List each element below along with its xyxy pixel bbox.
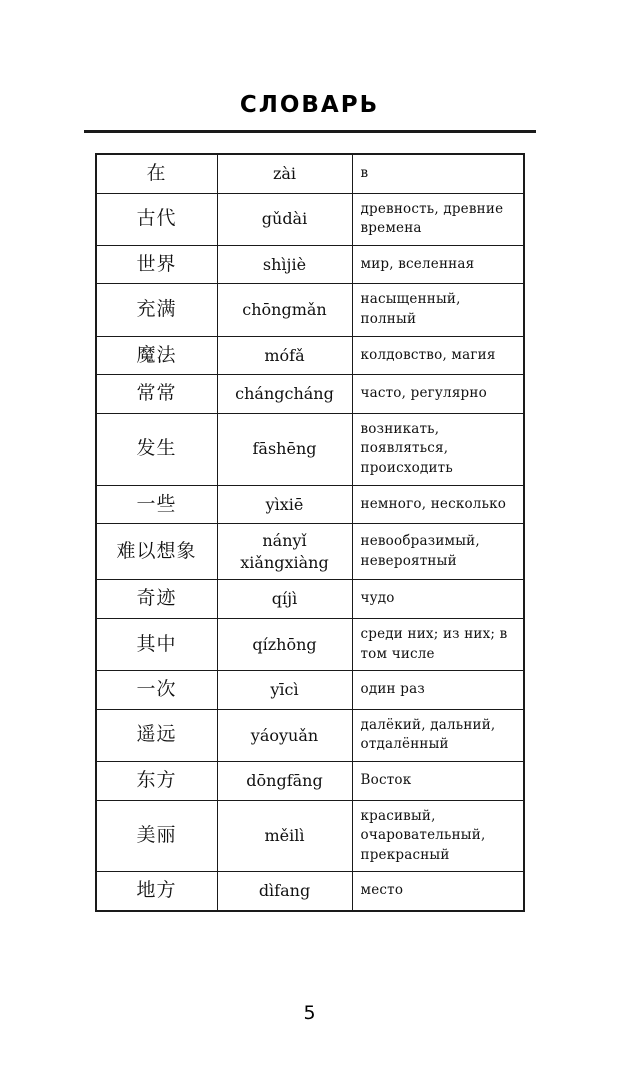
table-row	[96, 193, 524, 245]
hanzi-cell: 一次	[96, 671, 218, 710]
table-row	[96, 336, 524, 375]
pinyin-cell: yīcì	[217, 671, 352, 710]
pinyin-cell: nányǐ xiǎngxiàng	[217, 524, 352, 580]
meaning-cell: насыщенный, полный	[352, 284, 524, 336]
table-row	[96, 761, 524, 800]
vocabulary-table-wrapper	[95, 153, 525, 912]
hanzi-cell: 地方	[96, 872, 218, 911]
meaning-cell: древность, древние времена	[352, 193, 524, 245]
pinyin-cell: měilì	[217, 800, 352, 872]
meaning-cell: Восток	[352, 761, 524, 800]
hanzi-cell: 在	[96, 154, 218, 193]
pinyin-cell: zài	[217, 154, 352, 193]
table-row	[96, 671, 524, 710]
hanzi-cell: 其中	[96, 618, 218, 670]
table-row	[96, 580, 524, 619]
hanzi-cell: 充满	[96, 284, 218, 336]
table-row	[96, 800, 524, 872]
table-row	[96, 709, 524, 761]
hanzi-cell: 古代	[96, 193, 218, 245]
pinyin-cell: qíjì	[217, 580, 352, 619]
meaning-cell: чудо	[352, 580, 524, 619]
hanzi-cell: 一些	[96, 485, 218, 524]
hanzi-cell: 奇迹	[96, 580, 218, 619]
hanzi-cell: 难以想象	[96, 524, 218, 580]
hanzi-cell: 魔法	[96, 336, 218, 375]
vocabulary-table	[95, 153, 525, 912]
table-row	[96, 872, 524, 911]
hanzi-cell: 美丽	[96, 800, 218, 872]
meaning-cell: в	[352, 154, 524, 193]
table-row	[96, 375, 524, 414]
meaning-cell: красивый, очаровательный, прекрасный	[352, 800, 524, 872]
pinyin-cell: yáoyuǎn	[217, 709, 352, 761]
pinyin-cell: shìjiè	[217, 245, 352, 284]
meaning-cell: далёкий, дальний, отдалённый	[352, 709, 524, 761]
hanzi-cell: 常常	[96, 375, 218, 414]
pinyin-cell: dìfang	[217, 872, 352, 911]
meaning-cell: немного, несколько	[352, 485, 524, 524]
table-row	[96, 524, 524, 580]
hanzi-cell: 东方	[96, 761, 218, 800]
document-page	[0, 92, 619, 1092]
table-row	[96, 413, 524, 485]
table-row	[96, 284, 524, 336]
pinyin-cell: chōngmǎn	[217, 284, 352, 336]
meaning-cell: среди них; из них; в том числе	[352, 618, 524, 670]
meaning-cell: невообразимый, невероятный	[352, 524, 524, 580]
vocabulary-table-body	[96, 154, 524, 911]
pinyin-cell: gǔdài	[217, 193, 352, 245]
hanzi-cell: 遥远	[96, 709, 218, 761]
pinyin-cell: qízhōng	[217, 618, 352, 670]
meaning-cell: колдовство, магия	[352, 336, 524, 375]
pinyin-cell: chángcháng	[217, 375, 352, 414]
hanzi-cell: 世界	[96, 245, 218, 284]
table-row	[96, 618, 524, 670]
title-divider	[84, 130, 536, 133]
table-row	[96, 485, 524, 524]
pinyin-cell: dōngfāng	[217, 761, 352, 800]
meaning-cell: возникать, появляться, происходить	[352, 413, 524, 485]
page-number: 5	[303, 1002, 316, 1024]
meaning-cell: мир, вселенная	[352, 245, 524, 284]
table-row	[96, 245, 524, 284]
pinyin-cell: yìxiē	[217, 485, 352, 524]
meaning-cell: место	[352, 872, 524, 911]
pinyin-cell: fāshēng	[217, 413, 352, 485]
pinyin-cell: mófǎ	[217, 336, 352, 375]
table-row	[96, 154, 524, 193]
meaning-cell: часто, регулярно	[352, 375, 524, 414]
page-title: СЛОВАРЬ	[239, 92, 380, 118]
meaning-cell: один раз	[352, 671, 524, 710]
hanzi-cell: 发生	[96, 413, 218, 485]
